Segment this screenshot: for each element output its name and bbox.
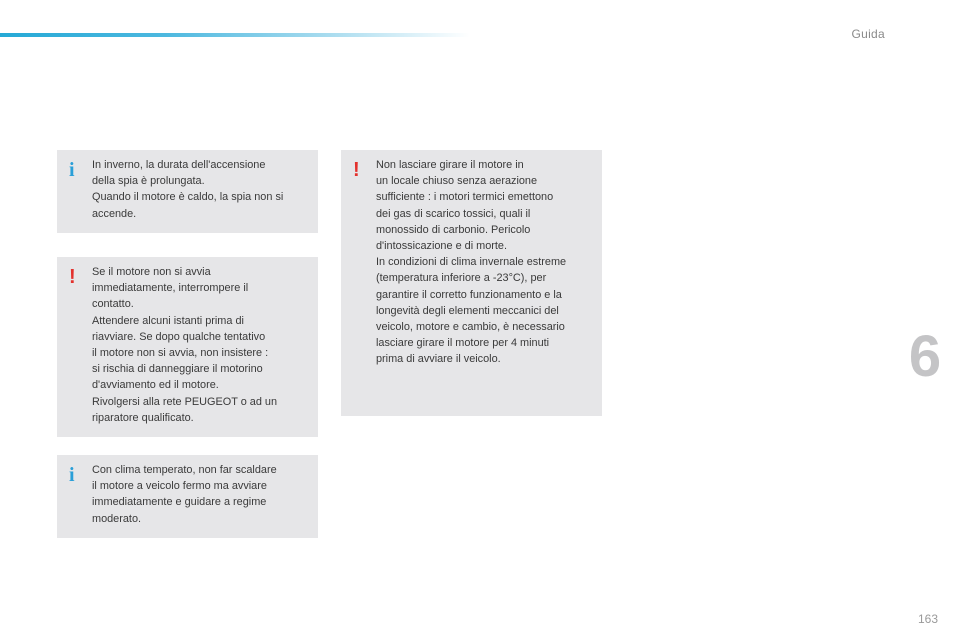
warning-note-box bbox=[57, 257, 318, 437]
note-text: Con clima temperato, non far scaldare il motore a veicolo fermo ma avviare immediatamente e guidare a regime moderato. bbox=[92, 464, 277, 525]
note-text: In inverno, la durata dell'accensione della spia è prolungata. Quando il motore è caldo, la spia non si accende. bbox=[92, 159, 284, 220]
warning-icon: ! bbox=[353, 159, 360, 181]
note-text: Non lasciare girare il motore in un locale chiuso senza aerazione sufficiente : i motori termici emettono dei gas di scarico tossici, quali il monossido di carbonio. Pericolo d'intossicazione e di morte. In condizioni di clima invernale estreme (temperatura inferiore a -23°C), per garantire il corretto funzionamento e la longevità degli elementi meccanici del veicolo, motore e cambio, è necessario lasciare girare il motore per 4 minuti prima di avviare il veicolo. bbox=[376, 159, 567, 366]
warning-icon: ! bbox=[69, 266, 76, 288]
info-icon: i bbox=[69, 159, 75, 181]
info-note-box bbox=[57, 150, 318, 233]
warning-note-box bbox=[341, 150, 602, 416]
header-accent-bar bbox=[0, 33, 470, 37]
chapter-number: 6 bbox=[908, 324, 942, 389]
info-note-box bbox=[57, 455, 318, 538]
info-icon: i bbox=[69, 464, 75, 486]
section-title: Guida bbox=[851, 27, 885, 41]
page-number: 163 bbox=[917, 612, 938, 626]
note-text: Se il motore non si avvia immediatamente, interrompere il contatto. Attendere alcuni istanti prima di riavviare. Se dopo qualche tentativo il motore non si avvia, non insistere : si rischia di danneggiare il motorino d'avviamento ed il motore. Rivolgersi alla rete PEUGEOT o ad un riparatore qualificato. bbox=[92, 266, 278, 424]
